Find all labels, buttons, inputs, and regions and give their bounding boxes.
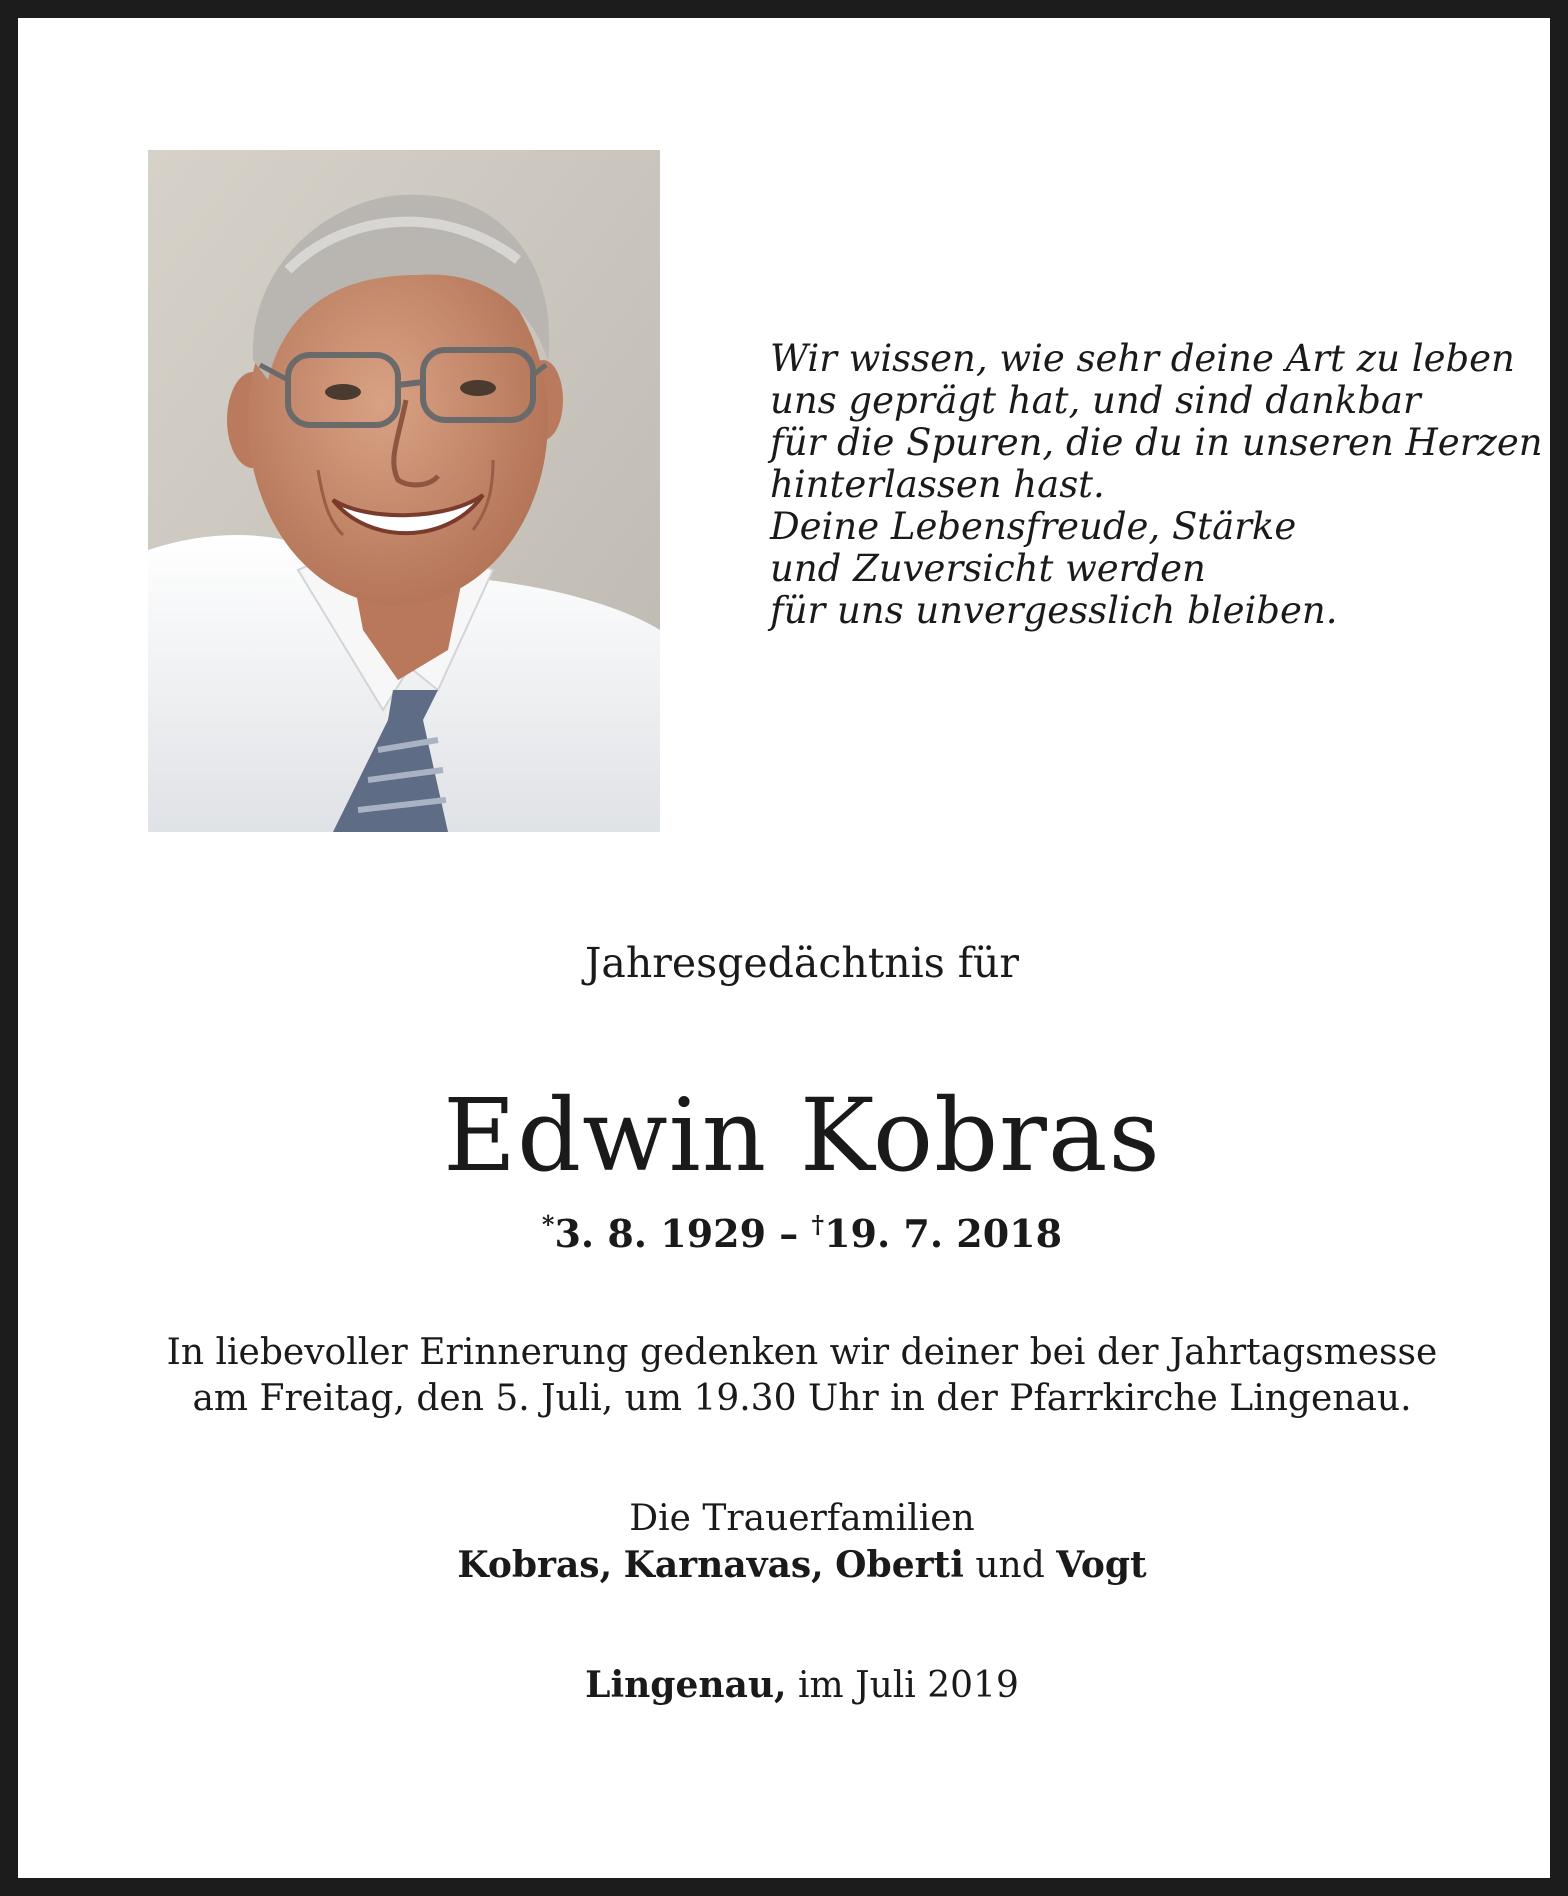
quote-line: Wir wissen, wie sehr deine Art zu leben: [770, 337, 1515, 380]
birth-mark: *: [541, 1210, 555, 1239]
invitation-line: am Freitag, den 5. Juli, um 19.30 Uhr in der Pfarrkirche Lingenau.: [192, 1378, 1412, 1419]
family-name: Kobras,: [457, 1544, 613, 1586]
death-date: 19. 7. 2018: [824, 1211, 1063, 1256]
quote-line: für uns unvergesslich bleiben.: [770, 589, 1338, 632]
death-mark: †: [811, 1210, 825, 1239]
family-intro: Die Trauerfamilien: [629, 1498, 975, 1539]
invitation-line: In liebevoller Erinnerung gedenken wir deiner bei der Jahrtagsmesse: [166, 1332, 1438, 1373]
family-conjunction: und: [975, 1545, 1045, 1586]
place-and-date: [36, 1662, 1568, 1709]
notice-date: im Juli 2019: [798, 1665, 1019, 1706]
family-name: Karnavas,: [623, 1544, 824, 1586]
quote-line: Deine Lebensfreude, Stärke: [770, 505, 1297, 548]
deceased-name: Edwin Kobras: [443, 1077, 1161, 1194]
family-name: Vogt: [1056, 1544, 1147, 1586]
quote-line: hinterlassen hast.: [770, 463, 1105, 506]
place: Lingenau,: [585, 1664, 787, 1706]
date-separator: –: [766, 1211, 812, 1256]
mass-invitation: [36, 1330, 1568, 1422]
mourning-families: [36, 1496, 1568, 1589]
quote-line: und Zuversicht werden: [770, 547, 1206, 590]
portrait-icon: [148, 150, 660, 832]
family-name: Oberti: [835, 1544, 964, 1586]
quote-line: für die Spuren, die du in unseren Herzen: [770, 421, 1543, 464]
quote-line: uns geprägt hat, und sind dankbar: [770, 379, 1421, 422]
memorial-heading: Jahresgedächtnis für: [584, 939, 1019, 987]
family-names: [36, 1542, 1568, 1589]
memorial-quote: [770, 337, 1543, 632]
portrait-photo: [148, 150, 660, 832]
life-dates: [36, 1200, 1568, 1259]
birth-date: 3. 8. 1929: [554, 1211, 767, 1256]
